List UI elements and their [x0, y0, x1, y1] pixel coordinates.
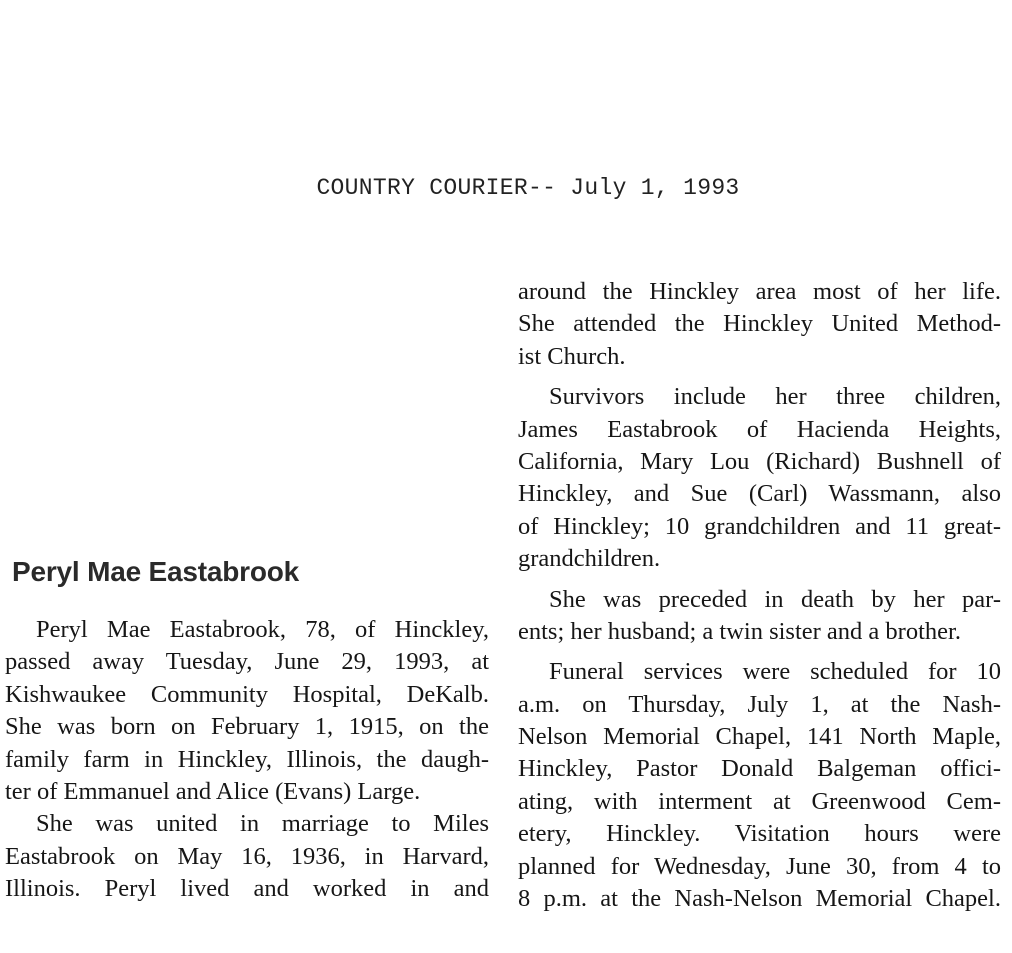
text-line: Hinckley, Pastor Donald Balgeman offici- — [518, 755, 1001, 783]
text-line: etery, Hinckley. Visitation hours were — [518, 820, 1001, 848]
text-line: She was preceded in death by her par- — [549, 585, 1001, 613]
text-line: Hinckley, and Sue (Carl) Wassmann, also — [518, 480, 1001, 508]
text-line: of Hinckley; 10 grandchildren and 11 great- — [518, 512, 1001, 540]
text-line: ter of Emmanuel and Alice (Evans) Large. — [5, 777, 421, 805]
text-line: around the Hinckley area most of her life. — [518, 278, 1001, 305]
obituary-title: Peryl Mae Eastabrook — [12, 556, 300, 587]
paragraph — [518, 584, 1001, 649]
paragraph — [518, 276, 1001, 373]
text-line: Eastabrook on May 16, 1936, in Harvard, — [5, 842, 489, 870]
text-line: Nelson Memorial Chapel, 141 North Maple, — [518, 723, 1001, 751]
text-line: Kishwaukee Community Hospital, DeKalb. — [5, 680, 489, 708]
text-line: family farm in Hinckley, Illinois, the daugh- — [5, 745, 489, 773]
newspaper-header: COUNTRY COURIER-- July 1, 1993 — [316, 175, 740, 201]
text-line: She attended the Hinckley United Method- — [518, 310, 1001, 338]
text-line: Survivors include her three children, — [549, 383, 1001, 411]
text-line: California, Mary Lou (Richard) Bushnell of — [518, 447, 1001, 475]
paragraph — [518, 656, 1001, 915]
right-column — [518, 276, 1001, 915]
text-line: ents; her husband; a twin sister and a brother. — [518, 617, 961, 645]
text-line: James Eastabrook of Hacienda Heights, — [518, 415, 1001, 443]
text-line: 8 p.m. at the Nash-Nelson Memorial Chapel. — [518, 885, 1001, 913]
paragraph — [5, 614, 489, 808]
text-line: grandchildren. — [518, 545, 661, 573]
text-line: She was united in marriage to Miles — [36, 810, 489, 838]
paragraph — [518, 381, 1001, 575]
paragraph — [5, 808, 489, 905]
text-line: Illinois. Peryl lived and worked in and — [5, 875, 489, 903]
text-line: passed away Tuesday, June 29, 1993, at — [5, 648, 489, 676]
text-line: Funeral services were scheduled for 10 — [549, 658, 1001, 686]
text-line: a.m. on Thursday, July 1, at the Nash- — [518, 690, 1001, 718]
text-line: ist Church. — [518, 342, 626, 370]
text-line: planned for Wednesday, June 30, from 4 to — [518, 852, 1001, 880]
text-line: She was born on February 1, 1915, on the — [5, 713, 489, 741]
text-line: Peryl Mae Eastabrook, 78, of Hinckley, — [36, 616, 489, 643]
left-column — [5, 614, 489, 906]
text-line: ating, with interment at Greenwood Cem- — [518, 787, 1001, 815]
